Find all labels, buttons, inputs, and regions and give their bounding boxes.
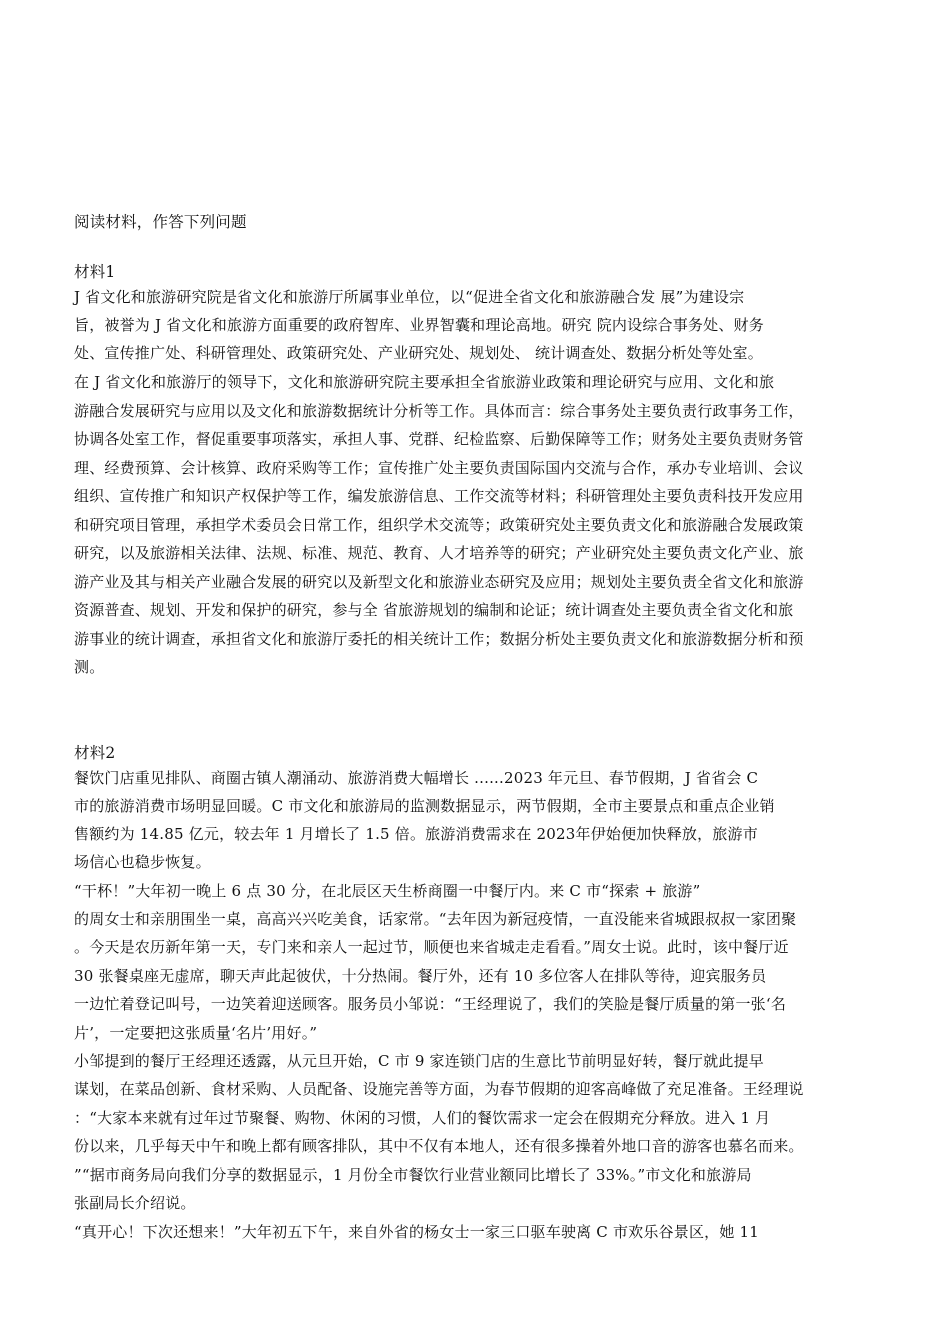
material1-line: 游产业及其与相关产业融合发展的研究以及新型文化和旅游业态研究及应用；规划处主要负责全省文化和旅游 xyxy=(74,573,804,591)
material2-line: 的周女士和亲朋围坐一桌，高高兴兴吃美食，话家常。“去年因为新冠疫情，一直没能来省城跟叔叔一家团聚 xyxy=(74,910,797,928)
material2-line: 场信心也稳步恢复。 xyxy=(74,853,211,871)
material2-line: 张副局长介绍说。 xyxy=(74,1194,196,1212)
material2-line: ”“据市商务局向我们分享的数据显示，1 月份全市餐饮行业营业额同比增长了 33%。”市文化和旅游局 xyxy=(74,1166,752,1184)
material2-line: 售额约为 14.85 亿元，较去年 1 月增长了 1.5 倍。旅游消费需求在 2023年伊始便加快释放，旅游市 xyxy=(74,825,758,843)
material1-line: 和研究项目管理，承担学术委员会日常工作，组织学术交流等；政策研究处主要负责文化和旅游融合发展政策 xyxy=(74,516,804,534)
material1-line: 在 J 省文化和旅游厅的领导下，文化和旅游研究院主要承担全省旅游业政策和理论研究与应用、文化和旅 xyxy=(74,373,775,391)
material2-title: 材料2 xyxy=(74,744,116,762)
material1-title: 材料1 xyxy=(74,263,116,281)
material2-line: 小邹提到的餐厅王经理还透露，从元旦开始，C 市 9 家连锁门店的生意比节前明显好转，餐厅就此提早 xyxy=(74,1052,764,1070)
material2-line: 片’，一定要把这张质量‘名片’用好。” xyxy=(74,1024,318,1042)
material2-line: 餐饮门店重见排队、商圈古镇人潮涌动、旅游消费大幅增长 ......2023 年元旦、春节假期，J 省省会 C xyxy=(74,769,759,787)
material2-line: “真开心！下次还想来！”大年初五下午，来自外省的杨女士一家三口驱车驶离 C 市欢乐谷景区，她 11 xyxy=(74,1223,760,1241)
material1-line: 协调各处室工作，督促重要事项落实，承担人事、党群、纪检监察、后勤保障等工作；财务处主要负责财务管 xyxy=(74,430,804,448)
material2-line: ：“大家本来就有过年过节聚餐、购物、休闲的习惯，人们的餐饮需求一定会在假期充分释放。进入 1 月 xyxy=(74,1109,771,1127)
material1-line: J 省文化和旅游研究院是省文化和旅游厅所属事业单位，以“促进全省文化和旅游融合发 展”为建设宗 xyxy=(74,288,745,306)
material1-line: 测。 xyxy=(74,658,105,676)
material1-line: 游事业的统计调查，承担省文化和旅游厅委托的相关统计工作；数据分析处主要负责文化和旅游数据分析和预 xyxy=(74,630,804,648)
material2-line: 市的旅游消费市场明显回暖。C 市文化和旅游局的监测数据显示，两节假期，全市主要景点和重点企业销 xyxy=(74,797,775,815)
material1-line: 处、宣传推广处、科研管理处、政策研究处、产业研究处、规划处、 统计调查处、数据分析处等处室。 xyxy=(74,344,763,362)
material2-line: 一边忙着登记叫号，一边笑着迎送顾客。服务员小邹说：“王经理说了，我们的笑脸是餐厅质量的第一张‘名 xyxy=(74,995,787,1013)
material1-line: 资源普查、规划、开发和保护的研究，参与全 省旅游规划的编制和论证；统计调查处主要负责全省文化和旅 xyxy=(74,601,794,619)
material2-line: “干杯！”大年初一晚上 6 点 30 分，在北辰区天生桥商圈一中餐厅内。来 C 市“探索 + 旅游” xyxy=(74,882,701,900)
material1-line: 旨，被誉为 J 省文化和旅游方面重要的政府智库、业界智囊和理论高地。研究 院内设综合事务处、财务 xyxy=(74,316,764,334)
material2-line: 。今天是农历新年第一天，专门来和亲人一起过节，顺便也来省城走走看看。”周女士说。此时，该中餐厅近 xyxy=(74,938,789,956)
material1-line: 研究，以及旅游相关法律、法规、标准、规范、教育、人才培养等的研究；产业研究处主要负责文化产业、旅 xyxy=(74,544,804,562)
material2-line: 谋划，在菜品创新、食材采购、人员配备、设施完善等方面，为春节假期的迎客高峰做了充足准备。王经理说 xyxy=(74,1080,804,1098)
material2-line: 30 张餐桌座无虚席，聊天声此起彼伏，十分热闹。餐厅外，还有 10 多位客人在排队等待，迎宾服务员 xyxy=(74,967,767,985)
material1-line: 游融合发展研究与应用以及文化和旅游数据统计分析等工作。具体而言：综合事务处主要负责行政事务工作， xyxy=(74,402,804,420)
material1-line: 组织、宣传推广和知识产权保护等工作，编发旅游信息、工作交流等材料；科研管理处主要负责科技开发应用 xyxy=(74,487,804,505)
material1-line: 理、经费预算、会计核算、政府采购等工作；宣传推广处主要负责国际国内交流与合作，承办专业培训、会议 xyxy=(74,459,804,477)
material2-line: 份以来，几乎每天中午和晚上都有顾客排队，其中不仅有本地人，还有很多操着外地口音的游客也慕名而来。 xyxy=(74,1137,804,1155)
instruction-text: 阅读材料，作答下列问题 xyxy=(74,213,247,231)
